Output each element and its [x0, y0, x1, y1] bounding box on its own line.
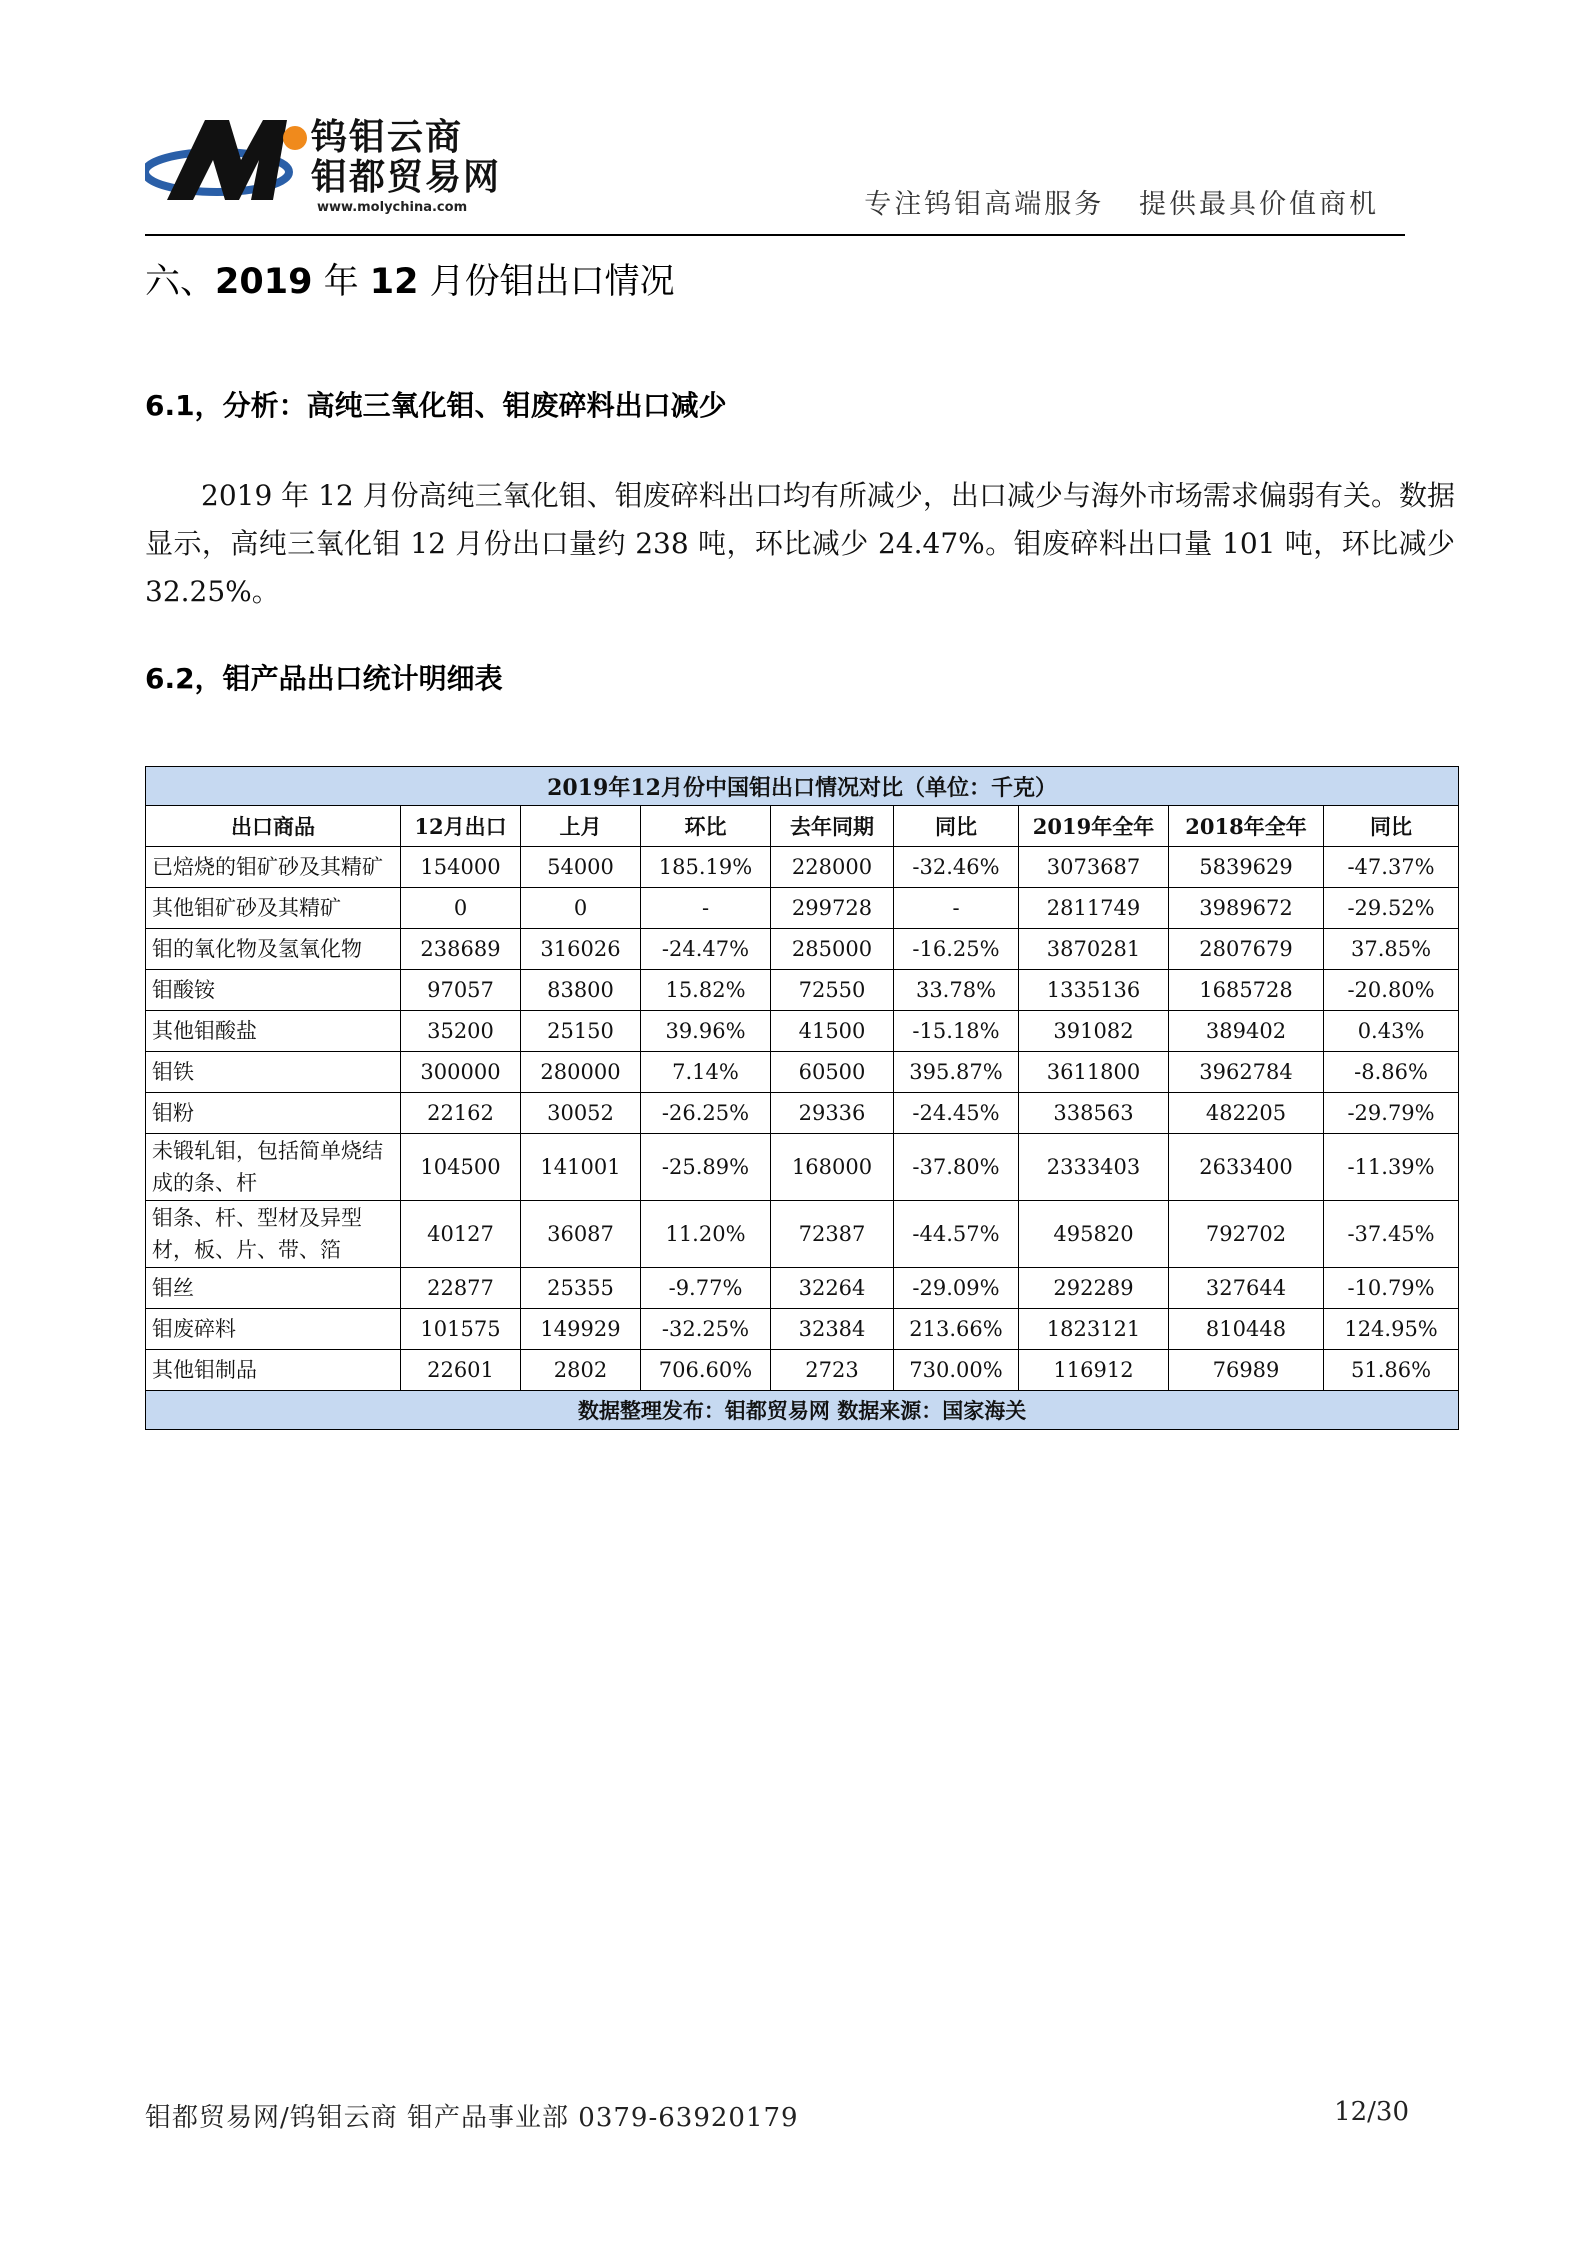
value-cell: 33.78% [894, 970, 1019, 1011]
value-cell: 1823121 [1019, 1309, 1169, 1350]
product-name-cell: 已焙烧的钼矿砂及其精矿 [146, 847, 401, 888]
value-cell: 72387 [771, 1201, 894, 1268]
value-cell: 285000 [771, 929, 894, 970]
page-number: 12/30 [1334, 2097, 1409, 2127]
product-name-cell: 钼丝 [146, 1268, 401, 1309]
value-cell: 7.14% [641, 1052, 771, 1093]
section-title-prefix: 六、 [145, 262, 216, 302]
value-cell: 29336 [771, 1093, 894, 1134]
value-cell: 141001 [521, 1134, 641, 1201]
value-cell: -32.46% [894, 847, 1019, 888]
section-title-suffix: 月份钼出口情况 [429, 262, 675, 302]
value-cell: 482205 [1169, 1093, 1324, 1134]
value-cell: 2807679 [1169, 929, 1324, 970]
value-cell: -44.57% [894, 1201, 1019, 1268]
value-cell: -16.25% [894, 929, 1019, 970]
logo-name: 钨钼云商 [311, 117, 464, 158]
value-cell: -10.79% [1324, 1268, 1459, 1309]
value-cell: -11.39% [1324, 1134, 1459, 1201]
value-cell: 2811749 [1019, 888, 1169, 929]
product-name-cell: 钼酸铵 [146, 970, 401, 1011]
value-cell: -25.89% [641, 1134, 771, 1201]
product-name-cell: 其他钼酸盐 [146, 1011, 401, 1052]
value-cell: 3989672 [1169, 888, 1324, 929]
value-cell: 238689 [401, 929, 521, 970]
export-table-container [145, 766, 1458, 1430]
value-cell: -8.86% [1324, 1052, 1459, 1093]
value-cell: 168000 [771, 1134, 894, 1201]
column-header: 出口商品 [146, 806, 401, 847]
table-row [146, 1093, 1459, 1134]
value-cell: 22601 [401, 1350, 521, 1391]
table-header-row [146, 806, 1459, 847]
subsection-title-table: 6.2，钼产品出口统计明细表 [145, 662, 503, 695]
table-row [146, 1268, 1459, 1309]
table-row [146, 1350, 1459, 1391]
table-row [146, 1052, 1459, 1093]
value-cell: 327644 [1169, 1268, 1324, 1309]
column-header: 同比 [894, 806, 1019, 847]
column-header: 上月 [521, 806, 641, 847]
value-cell: 32384 [771, 1309, 894, 1350]
value-cell: 730.00% [894, 1350, 1019, 1391]
column-header: 环比 [641, 806, 771, 847]
value-cell: 1335136 [1019, 970, 1169, 1011]
logo-url: www.molychina.com [317, 200, 468, 215]
value-cell: 299728 [771, 888, 894, 929]
value-cell: -26.25% [641, 1093, 771, 1134]
value-cell: 72550 [771, 970, 894, 1011]
table-row [146, 970, 1459, 1011]
value-cell: 792702 [1169, 1201, 1324, 1268]
value-cell: 0 [401, 888, 521, 929]
value-cell: 40127 [401, 1201, 521, 1268]
value-cell: 104500 [401, 1134, 521, 1201]
analysis-paragraph: 2019 年 12 月份高纯三氧化钼、钼废碎料出口均有所减少，出口减少与海外市场需求偏弱有关。数据显示，高纯三氧化钼 12 月份出口量约 238 吨，环比减少 24.47%。钼废碎料出口量 101 吨，环比减少 32.25%。 [145, 479, 1455, 608]
value-cell: -9.77% [641, 1268, 771, 1309]
page-header [145, 112, 1405, 236]
value-cell: 495820 [1019, 1201, 1169, 1268]
product-name-cell: 钼铁 [146, 1052, 401, 1093]
molychina-logo-icon [145, 112, 310, 212]
table-footer-row [146, 1391, 1459, 1430]
value-cell: 5839629 [1169, 847, 1324, 888]
value-cell: -24.45% [894, 1093, 1019, 1134]
value-cell: 11.20% [641, 1201, 771, 1268]
value-cell: 228000 [771, 847, 894, 888]
product-name-cell: 未锻轧钼，包括简单烧结成的条、杆 [146, 1134, 401, 1201]
value-cell: 30052 [521, 1093, 641, 1134]
value-cell: 116912 [1019, 1350, 1169, 1391]
section-title-mid: 年 [323, 262, 359, 302]
value-cell: 22877 [401, 1268, 521, 1309]
value-cell: 300000 [401, 1052, 521, 1093]
value-cell: - [894, 888, 1019, 929]
value-cell: - [641, 888, 771, 929]
value-cell: 25150 [521, 1011, 641, 1052]
value-cell: 338563 [1019, 1093, 1169, 1134]
value-cell: 32264 [771, 1268, 894, 1309]
value-cell: 395.87% [894, 1052, 1019, 1093]
header-slogan: 专注钨钼高端服务 提供最具价值商机 [864, 189, 1379, 220]
value-cell: -32.25% [641, 1309, 771, 1350]
logo-subtitle: 钼都贸易网 [311, 157, 502, 198]
value-cell: 0.43% [1324, 1011, 1459, 1052]
value-cell: 25355 [521, 1268, 641, 1309]
value-cell: 15.82% [641, 970, 771, 1011]
value-cell: 3611800 [1019, 1052, 1169, 1093]
value-cell: 83800 [521, 970, 641, 1011]
table-row [146, 1201, 1459, 1268]
table-row [146, 847, 1459, 888]
column-header: 12月出口 [401, 806, 521, 847]
value-cell: -37.45% [1324, 1201, 1459, 1268]
column-header: 同比 [1324, 806, 1459, 847]
value-cell: 2723 [771, 1350, 894, 1391]
value-cell: 41500 [771, 1011, 894, 1052]
table-title-row [146, 767, 1459, 806]
value-cell: -47.37% [1324, 847, 1459, 888]
value-cell: 2333403 [1019, 1134, 1169, 1201]
value-cell: 316026 [521, 929, 641, 970]
value-cell: -20.80% [1324, 970, 1459, 1011]
table-row [146, 1134, 1459, 1201]
value-cell: -24.47% [641, 929, 771, 970]
product-name-cell: 钼的氧化物及氢氧化物 [146, 929, 401, 970]
value-cell: 3073687 [1019, 847, 1169, 888]
value-cell: 810448 [1169, 1309, 1324, 1350]
table-row [146, 1309, 1459, 1350]
value-cell: 97057 [401, 970, 521, 1011]
column-header: 2018年全年 [1169, 806, 1324, 847]
subsection-title-analysis: 6.1，分析：高纯三氧化钼、钼废碎料出口减少 [145, 389, 727, 422]
value-cell: -15.18% [894, 1011, 1019, 1052]
value-cell: 389402 [1169, 1011, 1324, 1052]
value-cell: -29.52% [1324, 888, 1459, 929]
value-cell: 1685728 [1169, 970, 1324, 1011]
value-cell: 51.86% [1324, 1350, 1459, 1391]
value-cell: -37.80% [894, 1134, 1019, 1201]
value-cell: 391082 [1019, 1011, 1169, 1052]
footer-contact: 钼都贸易网/钨钼云商 钼产品事业部 0379-63920179 [145, 2103, 799, 2133]
value-cell: 185.19% [641, 847, 771, 888]
product-name-cell: 其他钼制品 [146, 1350, 401, 1391]
section-title-year: 2019 [215, 262, 313, 302]
value-cell: 54000 [521, 847, 641, 888]
product-name-cell: 钼废碎料 [146, 1309, 401, 1350]
export-statistics-table [145, 766, 1459, 1430]
value-cell: 2802 [521, 1350, 641, 1391]
table-row [146, 1011, 1459, 1052]
value-cell: 0 [521, 888, 641, 929]
value-cell: 149929 [521, 1309, 641, 1350]
value-cell: 36087 [521, 1201, 641, 1268]
section-title-month: 12 [369, 262, 419, 302]
value-cell: 22162 [401, 1093, 521, 1134]
product-name-cell: 钼条、杆、型材及异型材，板、片、带、箔 [146, 1201, 401, 1268]
value-cell: 35200 [401, 1011, 521, 1052]
value-cell: 37.85% [1324, 929, 1459, 970]
column-header: 去年同期 [771, 806, 894, 847]
value-cell: 213.66% [894, 1309, 1019, 1350]
value-cell: 3962784 [1169, 1052, 1324, 1093]
table-row [146, 888, 1459, 929]
value-cell: 124.95% [1324, 1309, 1459, 1350]
table-title: 2019年12月份中国钼出口情况对比（单位：千克） [146, 767, 1459, 806]
value-cell: 292289 [1019, 1268, 1169, 1309]
value-cell: 76989 [1169, 1350, 1324, 1391]
value-cell: -29.79% [1324, 1093, 1459, 1134]
value-cell: 101575 [401, 1309, 521, 1350]
table-row [146, 929, 1459, 970]
value-cell: 280000 [521, 1052, 641, 1093]
value-cell: -29.09% [894, 1268, 1019, 1309]
section-title [145, 254, 675, 304]
table-source-note: 数据整理发布：钼都贸易网 数据来源：国家海关 [146, 1391, 1459, 1430]
column-header: 2019年全年 [1019, 806, 1169, 847]
value-cell: 154000 [401, 847, 521, 888]
product-name-cell: 钼粉 [146, 1093, 401, 1134]
value-cell: 3870281 [1019, 929, 1169, 970]
value-cell: 2633400 [1169, 1134, 1324, 1201]
company-logo[interactable] [145, 112, 505, 215]
value-cell: 39.96% [641, 1011, 771, 1052]
product-name-cell: 其他钼矿砂及其精矿 [146, 888, 401, 929]
value-cell: 706.60% [641, 1350, 771, 1391]
value-cell: 60500 [771, 1052, 894, 1093]
